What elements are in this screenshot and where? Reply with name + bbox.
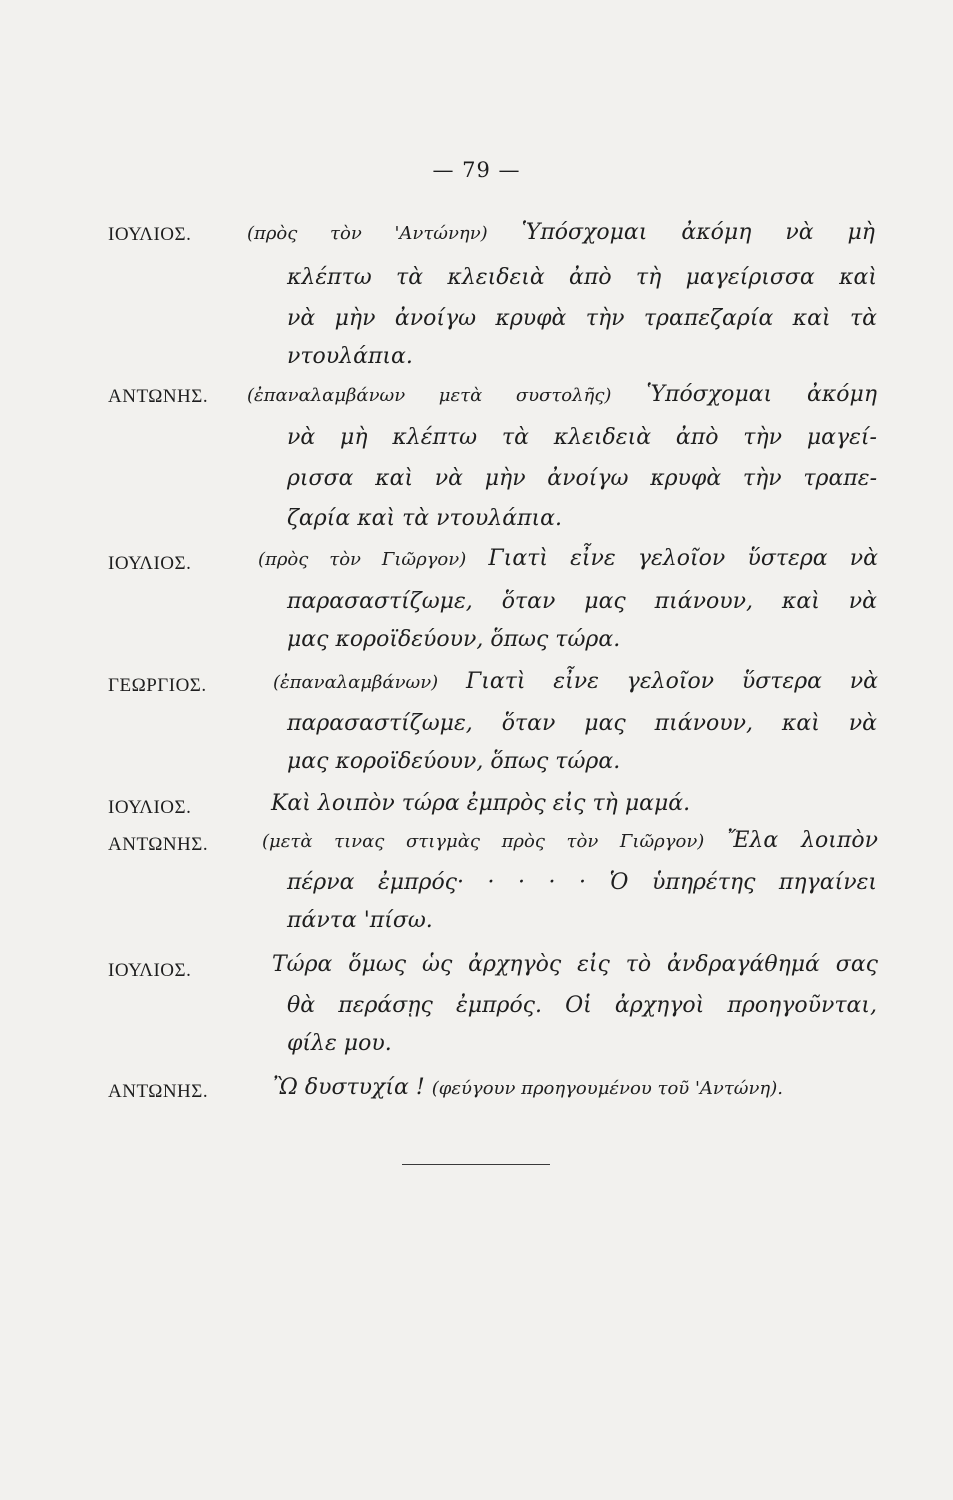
speaker-name: ΑΝΤΩΝΗΣ. [108,1081,209,1102]
verse-line: κλέπτω τὰ κλειδειὰ ἀπὸ τὴ μαγείρισσα καὶ [287,265,877,290]
verse-line: Τώρα ὅμως ὡς ἀρχηγὸς εἰς τὸ ἀνδραγάθημά σας [272,952,878,977]
speaker-name: ΑΝΤΩΝΗΣ. [108,834,209,855]
stage-direction: (μετὰ τινας στιγμὰς πρὸς τὸν Γιῶργον) [262,831,705,852]
verse-line: ζαρία καὶ τὰ ντουλάπια. [287,506,563,531]
speaker-name: ΙΟΥΛΙΟΣ. [108,224,192,245]
end-rule [402,1164,550,1165]
verse-line: μας κοροϊδεύουν, ὅπως τώρα. [287,627,621,652]
verse-line: πέρνα ἐμπρός· · · · · Ὁ ὑπηρέτης πηγαίνει [287,870,877,895]
stage-direction: (πρὸς τὸν 'Αντώνην) [247,223,488,244]
verse-line: μας κοροϊδεύουν, ὅπως τώρα. [287,749,621,774]
verse-line: θὰ περάσῃς ἐμπρός. Οἱ ἀρχηγοὶ προηγοῦνται, [287,993,877,1018]
verse-line [258,546,878,571]
line-text: Γιατὶ εἶνε γελοῖον ὕστερα νὰ [488,546,879,571]
stage-direction: (ἐπαναλαμβάνων μετὰ συστολῆς) [247,385,612,406]
speaker-name: ΓΕΩΡΓΙΟΣ. [108,675,207,696]
verse-line: Καὶ λοιπὸν τώρα ἐμπρὸς εἰς τὴ μαμά. [271,791,691,816]
verse-line [262,828,878,853]
speaker-name: ΙΟΥΛΙΟΣ. [108,960,192,981]
verse-line: ρισσα καὶ νὰ μὴν ἀνοίγω κρυφὰ τὴν τραπε- [287,466,877,491]
verse-line [273,1075,883,1100]
speaker-name: ΙΟΥΛΙΟΣ. [108,797,192,818]
stage-direction: (ἐπαναλαμβάνων) [273,672,439,693]
line-text: Ὑπόσχομαι ἀκόμη νὰ μὴ [521,220,875,245]
stage-direction: (πρὸς τὸν Γιῶργον) [258,549,467,570]
line-text: Ὑπόσχομαι ἀκόμη [646,382,878,407]
page-number: — 79 — [432,158,521,182]
verse-line: παρασαστίζωμε, ὅταν μας πιάνουν, καὶ νὰ [287,711,877,736]
line-text: Γιατὶ εἶνε γελοῖον ὕστερα νὰ [465,669,878,694]
speaker-name: ΑΝΤΩΝΗΣ. [108,386,209,407]
verse-line [247,220,875,245]
verse-line: πάντα 'πίσω. [287,908,433,933]
verse-line: νὰ μὴ κλέπτω τὰ κλειδειὰ ἀπὸ τὴν μαγεί- [287,425,877,450]
verse-line [247,382,877,407]
verse-line: παρασαστίζωμε, ὅταν μας πιάνουν, καὶ νὰ [287,589,877,614]
line-text: Ἔλα λοιπὸν [727,828,878,853]
stage-direction: (φεύγουν προηγουμένου τοῦ 'Αντώνη). [431,1078,783,1099]
verse-line [273,669,878,694]
verse-line: νὰ μὴν ἀνοίγω κρυφὰ τὴν τραπεζαρία καὶ τὰ [287,306,877,331]
line-text: Ὢ δυστυχία ! [273,1075,425,1100]
verse-line: ντουλάπια. [287,344,413,369]
speaker-name: ΙΟΥΛΙΟΣ. [108,553,192,574]
verse-line: φίλε μου. [287,1031,392,1056]
